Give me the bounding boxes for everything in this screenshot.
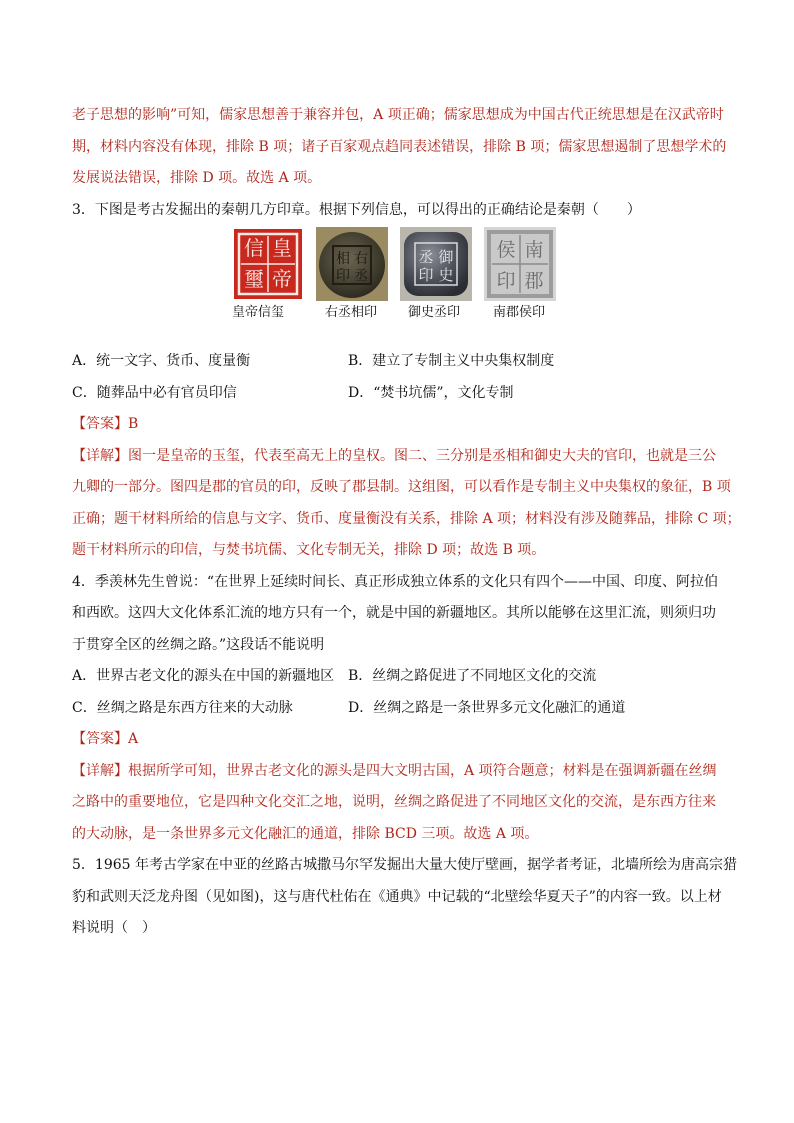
seal-char: 右 [354,251,368,267]
q4-options-row-1 [72,661,724,693]
seal-caption-4: 南郡侯印 [493,305,546,320]
seal-char: 帝 [272,267,292,291]
seal-image-4 [484,227,556,301]
q2-explanation-line: 发展说法错误，排除 D 项。故选 A 项。 [72,170,322,186]
q4-option-c: C．丝绸之路是东西方往来的大动脉 [72,699,293,716]
seal-image-1 [232,227,304,301]
seal-char: 南 [524,239,544,261]
seal-char: 郡 [524,270,544,292]
seal-caption-1: 皇帝信玺 [232,305,285,320]
q2-explanation [72,100,727,195]
seal-char: 御 [438,248,454,266]
q3-option-a: A．统一文字、货币、度量衡 [72,353,251,369]
q5-stem-line: 料说明（ ） [72,920,156,936]
seal-caption-3: 御史丞印 [408,305,461,320]
stone-seal-icon [400,227,472,301]
q3-option-d: D．“焚书坑儒”，文化专制 [348,384,514,401]
q4-option-d: D．丝绸之路是一条世界多元文化融汇的通道 [348,699,626,716]
q3-seal-figure [232,227,562,325]
q4-stem-line: 4．季羡林先生曾说：“在世界上延续时间长、真正形成独立体系的文化只有四个——中国、印度、阿拉伯 [72,573,719,590]
seal-char: 皇 [272,236,292,260]
q3-explanation-label: 【详解】 [72,447,128,464]
q4-stem-line: 和西欧。这四大文化体系汇流的地方只有一个，就是中国的新疆地区。其所以能够在这里汇流，则须归功 [72,605,716,621]
q3-options-row-1 [72,346,724,378]
q3-stem: 3．下图是考古发掘出的秦朝几方印章。根据下列信息，可以得出的正确结论是秦朝（ ） [72,201,641,218]
seal-char: 侯 [496,239,516,261]
q3-options-row-2 [72,378,724,410]
q4-explanation-label: 【详解】 [72,762,128,779]
seal-caption-2: 右丞相印 [325,305,378,320]
q4-explanation-line: 的大动脉，是一条世界多元文化融汇的通道，排除 BCD 三项。故选 A 项。 [72,825,539,842]
question-4 [72,567,724,851]
seal-image-3 [400,227,472,301]
q4-answer: 【答案】A [72,731,139,747]
q3-explanation-line: 题干材料所示的印信，与焚书坑儒、文化专制无关，排除 D 项；故选 B 项。 [72,542,546,558]
question-5 [72,850,737,945]
q4-option-a: A．世界古老文化的源头在中国的新疆地区 [72,668,335,684]
q4-options-row-2 [72,693,724,725]
q2-explanation-line: 期，材料内容没有体现，排除 B 项；诸子百家观点趋同表述错误，排除 B 项；儒家思想遏制了思想学术的 [72,138,727,155]
q3-option-c: C．随葬品中必有官员印信 [72,384,237,401]
red-seal-icon [232,227,304,301]
bronze-seal-icon [316,227,388,301]
seal-image-2 [316,227,388,301]
q3-explanation-line [72,441,724,473]
seal-char: 相 [336,251,350,267]
q3-answer: 【答案】B [72,416,139,432]
q4-stem-line: 于贯穿全区的丝绸之路。”这段话不能说明 [72,636,325,653]
seal-char: 印 [496,270,516,292]
q2-explanation-line: 老子思想的影响”可知，儒家思想善于兼容并包，A 项正确；儒家思想成为中国古代正统思想是在汉武帝时 [72,107,724,123]
seal-char: 丞 [418,248,434,266]
seal-char: 璽 [244,267,264,291]
q4-option-b: B．丝绸之路促进了不同地区文化的交流 [348,668,597,684]
q5-stem-line: 5．1965 年考古学家在中亚的丝路古城撒马尔罕发掘出大量大使厅壁画，据学者考证，北墙所绘为唐高宗猎 [72,857,737,873]
q3-explanation-line: 九卿的一部分。图四是郡的官员的印，反映了郡县制。这组图，可以看作是专制主义中央集权的象征，B 项 [72,479,731,495]
q4-explanation-line [72,756,724,788]
q3-option-b: B．建立了专制主义中央集权制度 [348,353,555,369]
q3-explanation-text: 图一是皇帝的玉玺，代表至高无上的皇权。图二、三分别是丞相和御史大夫的官印，也就是三公 [128,447,716,464]
seal-char: 信 [244,236,264,260]
seal-char: 印 [418,266,434,284]
q4-explanation-text: 根据所学可知，世界古老文化的源头是四大文明古国，A 项符合题意；材料是在强调新疆在丝绸 [128,762,717,779]
q4-explanation-line: 之路中的重要地位，它是四种文化交汇之地，说明，丝绸之路促进了不同地区文化的交流，是东西方往来 [72,794,716,810]
seal-char: 史 [438,266,454,284]
seal-char: 丞 [354,268,368,284]
q5-stem-line: 豹和武则天泛龙舟图（见如图)，这与唐代杜佑在《通典》中记载的“北壁绘华夏天子”的内容一致。以上材 [72,888,722,905]
seal-char: 印 [336,268,350,284]
q3-explanation-line: 正确；题干材料所给的信息与文字、货币、度量衡没有关系，排除 A 项；材料没有涉及随葬品，排除 C 项； [72,510,741,527]
grey-seal-impression-icon [484,227,556,301]
